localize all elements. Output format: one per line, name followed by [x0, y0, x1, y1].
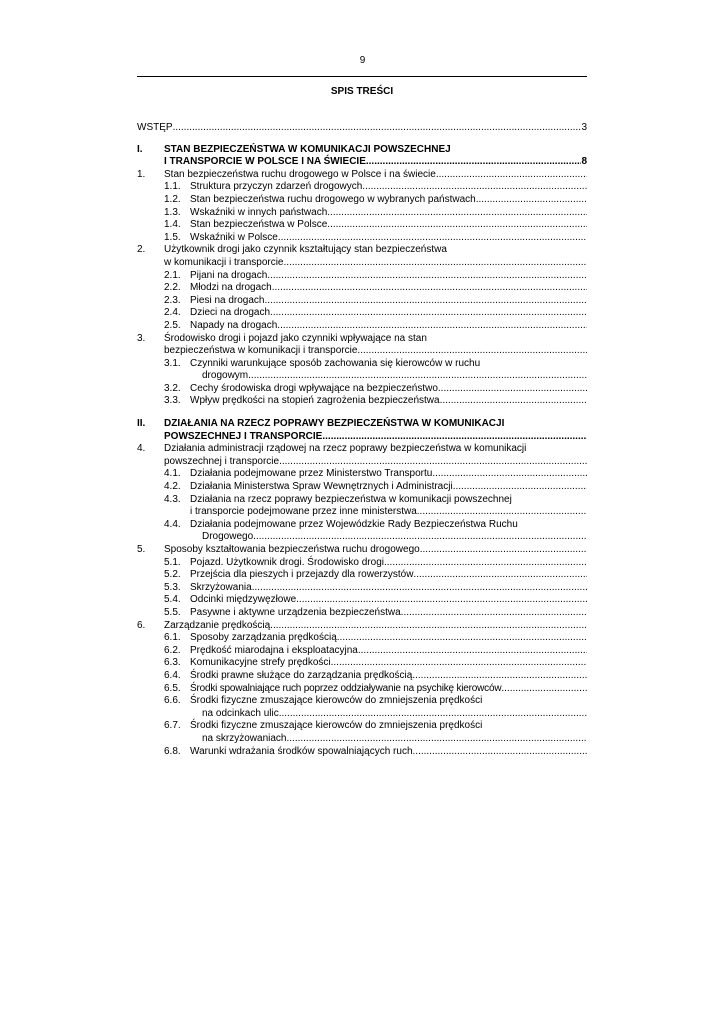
- toc-section-title: Działania Ministerstwa Spraw Wewnętrznych i Administracji: [190, 481, 453, 493]
- toc-section-2-2[interactable]: [137, 282, 587, 295]
- toc-section-number: 1.4.: [164, 219, 181, 231]
- dot-leader: [286, 733, 587, 746]
- toc-section-1-2[interactable]: [137, 194, 587, 207]
- toc-part-number: I.: [137, 143, 143, 155]
- toc-chapter-title: Sposoby kształtowania bezpieczeństwa ruchu drogowego: [164, 544, 420, 555]
- dot-leader: [296, 594, 587, 607]
- toc-chapter-title-line2: powszechnej i transporcie: [164, 455, 280, 467]
- dot-leader: [476, 194, 587, 207]
- toc-part-title-line1: DZIAŁANIA NA RZECZ POPRAWY BEZPIECZEŃSTWA W KOMUNIKACJI: [164, 418, 505, 430]
- toc-section-title: Odcinki międzywęzłowe: [190, 594, 297, 606]
- dot-leader: [277, 320, 587, 333]
- toc-section-number: 2.5.: [164, 319, 181, 331]
- toc-section-number: 3.3.: [164, 395, 181, 407]
- toc-section-title: Napady na drogach: [190, 319, 278, 331]
- dot-leader: [366, 156, 582, 169]
- toc-section-2-5[interactable]: [137, 320, 587, 333]
- dot-leader: [267, 270, 587, 283]
- toc-section-3-2[interactable]: [137, 383, 587, 396]
- toc-section-6-1[interactable]: [137, 632, 587, 645]
- dot-leader: [413, 569, 587, 582]
- toc-section-5-2[interactable]: [137, 569, 587, 582]
- toc-chapter-number: 5.: [137, 544, 146, 555]
- toc-section-title: Środki prawne służące do zarządzania prędkością: [190, 669, 413, 681]
- toc-section-4-2[interactable]: [137, 481, 587, 494]
- toc-section-number: 3.2.: [164, 382, 181, 394]
- toc-section-number: 4.1.: [164, 468, 181, 480]
- dot-leader: [278, 232, 587, 245]
- toc-entry-intro[interactable]: [137, 122, 587, 135]
- toc-section-number: 5.3.: [164, 581, 181, 593]
- dot-leader: [412, 670, 587, 683]
- toc-section-2-1[interactable]: [137, 270, 587, 283]
- toc-section-title: Struktura przyczyn zdarzeń drogowych: [190, 181, 363, 193]
- dot-leader: [453, 481, 587, 494]
- toc-section-number: 2.3.: [164, 294, 181, 306]
- toc-section-title-line1: Środki fizyczne zmuszające kierowców do zmniejszenia prędkości: [190, 695, 483, 707]
- toc-chapter-title-line1: Środowisko drogi i pojazd jako czynniki wpływające na stan: [164, 332, 427, 344]
- toc-chapter-4[interactable]: [137, 443, 587, 468]
- toc-section-2-3[interactable]: [137, 295, 587, 308]
- toc-section-number: 6.1.: [164, 632, 181, 644]
- toc-section-title-line2: drogowym: [202, 370, 249, 382]
- toc-section-number: 6.6.: [164, 695, 181, 707]
- toc-section-number: 5.5.: [164, 606, 181, 618]
- toc-section-number: 5.2.: [164, 569, 181, 581]
- toc-section-1-5[interactable]: [137, 232, 587, 245]
- toc-chapter-title-line1: Działania administracji rządowej na rzecz poprawy bezpieczeństwa w komunikacji: [164, 443, 527, 455]
- toc-part-title-line2: POWSZECHNEJ I TRANSPORCIE: [164, 430, 323, 442]
- toc-part-title-line1: STAN BEZPIECZEŃSTWA W KOMUNIKACJI POWSZECHNEJ: [164, 143, 451, 155]
- toc-section-title: Młodzi na drogach: [190, 282, 272, 294]
- toc-section-number: 4.2.: [164, 481, 181, 493]
- dot-leader: [417, 506, 587, 519]
- toc-section-title: Środki spowalniające ruch poprzez oddziaływanie na psychikę kierowców: [190, 682, 502, 694]
- toc-chapter-2[interactable]: [137, 244, 587, 269]
- toc-section-number: 5.1.: [164, 556, 181, 568]
- toc-chapter-number: 2.: [137, 244, 146, 256]
- dot-leader: [358, 645, 587, 658]
- toc-section-4-4[interactable]: [137, 519, 587, 544]
- toc-section-number: 1.1.: [164, 181, 181, 193]
- toc-title: SPIS TREŚCI: [330, 86, 394, 97]
- toc-section-title: Stan bezpieczeństwa w Polsce: [190, 219, 328, 231]
- toc-section-6-2[interactable]: [137, 645, 587, 658]
- page-number: 9: [359, 55, 366, 66]
- dot-leader: [284, 257, 588, 270]
- toc-section-title-line2: i transporcie podejmowane przez inne ministerstwa: [190, 506, 417, 518]
- toc-section-title: Cechy środowiska drogi wpływające na bezpieczeństwo: [190, 382, 438, 394]
- toc-chapter-title: Stan bezpieczeństwa ruchu drogowego w Polsce i na świecie: [164, 168, 436, 180]
- toc-part-1[interactable]: [137, 144, 587, 169]
- toc-section-number: 5.4.: [164, 594, 181, 606]
- toc-section-1-1[interactable]: [137, 181, 587, 194]
- toc-section-6-7[interactable]: [137, 720, 587, 745]
- toc-chapter-title: Zarządzanie prędkością: [164, 619, 271, 631]
- toc-section-title: Sposoby zarządzania prędkością: [190, 632, 337, 644]
- toc-section-title-line2: na skrzyżowaniach: [202, 732, 287, 744]
- toc-section-number: 1.2.: [164, 193, 181, 205]
- toc-section-title: Wskaźniki w Polsce: [190, 231, 278, 243]
- toc-chapter-5[interactable]: [137, 544, 587, 557]
- toc-chapter-number: 4.: [137, 443, 146, 455]
- dot-leader: [322, 431, 587, 444]
- toc-section-number: 2.2.: [164, 282, 181, 294]
- toc-section-4-1[interactable]: [137, 468, 587, 481]
- toc-chapter-number: 1.: [137, 168, 146, 180]
- toc-section-number: 4.3.: [164, 493, 181, 505]
- dot-leader: [420, 544, 587, 557]
- toc-section-title-line1: Środki fizyczne zmuszające kierowców do zmniejszenia prędkości: [190, 720, 483, 732]
- toc-section-title: Dzieci na drogach: [190, 307, 271, 319]
- toc-section-6-4[interactable]: [137, 670, 587, 683]
- dot-leader: [337, 632, 587, 645]
- toc-section-number: 6.3.: [164, 657, 181, 669]
- toc-section-title-line1: Działania na rzecz poprawy bezpieczeństwa w komunikacji powszechnej: [190, 493, 512, 505]
- toc-section-6-5[interactable]: [137, 683, 587, 696]
- toc-section-3-1[interactable]: [137, 358, 587, 383]
- dot-leader: [248, 370, 587, 383]
- toc-section-number: 6.7.: [164, 720, 181, 732]
- dot-leader: [436, 169, 587, 182]
- dot-leader: [279, 456, 587, 469]
- toc-section-title: Warunki wdrażania środków spowalniających ruch: [190, 745, 413, 757]
- toc-section-title: Działania podejmowane przez Ministerstwo Transportu: [190, 468, 433, 480]
- toc-section-title: Komunikacyjne strefy prędkości: [190, 657, 331, 669]
- dot-leader: [272, 282, 587, 295]
- toc-part-number: II.: [137, 418, 146, 430]
- dot-leader: [173, 122, 582, 135]
- toc-chapter-6[interactable]: [137, 620, 587, 633]
- dot-leader: [270, 307, 587, 320]
- dot-leader: [279, 708, 587, 721]
- toc-section-number: 2.4.: [164, 307, 181, 319]
- dot-leader: [252, 582, 587, 595]
- dot-leader: [501, 683, 587, 696]
- toc-section-title: Wskaźniki w innych państwach: [190, 206, 328, 218]
- dot-leader: [384, 557, 587, 570]
- header-rule: [137, 76, 587, 77]
- toc-section-number: 6.2.: [164, 644, 181, 656]
- toc-section-3-3[interactable]: [137, 395, 587, 408]
- dot-leader: [253, 531, 587, 544]
- toc-section-number: 6.4.: [164, 669, 181, 681]
- toc-entry-label: WSTĘP: [137, 122, 173, 133]
- dot-leader: [440, 395, 587, 408]
- dot-leader: [401, 607, 587, 620]
- toc-section-6-6[interactable]: [137, 695, 587, 720]
- dot-leader: [331, 657, 587, 670]
- toc-section-title-line2: na odcinkach ulic: [202, 707, 279, 719]
- toc-section-number: 1.3.: [164, 206, 181, 218]
- toc-part-2[interactable]: [137, 418, 587, 443]
- toc-section-title: Wpływ prędkości na stopień zagrożenia bezpieczeństwa: [190, 395, 440, 407]
- dot-leader: [362, 181, 587, 194]
- dot-leader: [413, 746, 587, 759]
- toc-section-5-5[interactable]: [137, 607, 587, 620]
- toc-section-5-1[interactable]: [137, 557, 587, 570]
- table-of-contents: [137, 122, 587, 758]
- toc-section-number: 2.1.: [164, 269, 181, 281]
- toc-section-title-line2: Drogowego: [202, 531, 254, 543]
- toc-section-title: Przejścia dla pieszych i przejazdy dla rowerzystów: [190, 569, 414, 581]
- dot-leader: [432, 468, 587, 481]
- dot-leader: [270, 620, 587, 633]
- toc-section-title: Pasywne i aktywne urządzenia bezpieczeństwa: [190, 606, 401, 618]
- toc-section-title: Skrzyżowania: [190, 581, 252, 593]
- toc-section-title: Piesi na drogach: [190, 294, 265, 306]
- toc-section-title-line1: Czynniki warunkujące sposób zachowania się kierowców w ruchu: [190, 357, 481, 369]
- toc-section-title: Pijani na drogach: [190, 269, 268, 281]
- toc-section-2-4[interactable]: [137, 307, 587, 320]
- toc-section-5-4[interactable]: [137, 594, 587, 607]
- toc-chapter-title-line2: bezpieczeństwa w komunikacji i transporcie: [164, 345, 358, 357]
- dot-leader: [357, 345, 587, 358]
- toc-chapter-3[interactable]: [137, 333, 587, 358]
- toc-section-title: Stan bezpieczeństwa ruchu drogowego w wybranych państwach: [190, 193, 476, 205]
- toc-section-number: 4.4.: [164, 518, 181, 530]
- toc-section-number: 1.5.: [164, 231, 181, 243]
- toc-part-title-line2: I TRANSPORCIE W POLSCE I NA ŚWIECIE: [164, 156, 366, 168]
- toc-section-number: 6.8.: [164, 745, 181, 757]
- toc-section-6-8[interactable]: [137, 746, 587, 759]
- toc-chapter-title-line2: w komunikacji i transporcie: [164, 256, 284, 268]
- toc-section-1-4[interactable]: [137, 219, 587, 232]
- dot-leader: [327, 207, 587, 220]
- toc-section-title-line1: Działania podejmowane przez Wojewódzkie Rady Bezpieczeństwa Ruchu: [190, 518, 518, 530]
- toc-section-4-3[interactable]: [137, 494, 587, 519]
- dot-leader: [327, 219, 587, 232]
- toc-page-number: 3: [581, 122, 587, 133]
- toc-chapter-number: 6.: [137, 619, 146, 631]
- dot-leader: [265, 295, 588, 308]
- dot-leader: [438, 383, 587, 396]
- toc-chapter-1[interactable]: [137, 169, 587, 182]
- toc-section-number: 3.1.: [164, 357, 181, 369]
- toc-section-title: Prędkość miarodajna i eksploatacyjna: [190, 644, 358, 656]
- toc-section-number: 6.5.: [164, 682, 181, 694]
- toc-chapter-title-line1: Użytkownik drogi jako czynnik kształtujący stan bezpieczeństwa: [164, 244, 447, 256]
- toc-chapter-number: 3.: [137, 332, 146, 344]
- toc-section-1-3[interactable]: [137, 207, 587, 220]
- toc-page-number: 8: [581, 156, 587, 168]
- toc-section-6-3[interactable]: [137, 657, 587, 670]
- toc-section-5-3[interactable]: [137, 582, 587, 595]
- toc-section-title: Pojazd. Użytkownik drogi. Środowisko drogi: [190, 556, 384, 568]
